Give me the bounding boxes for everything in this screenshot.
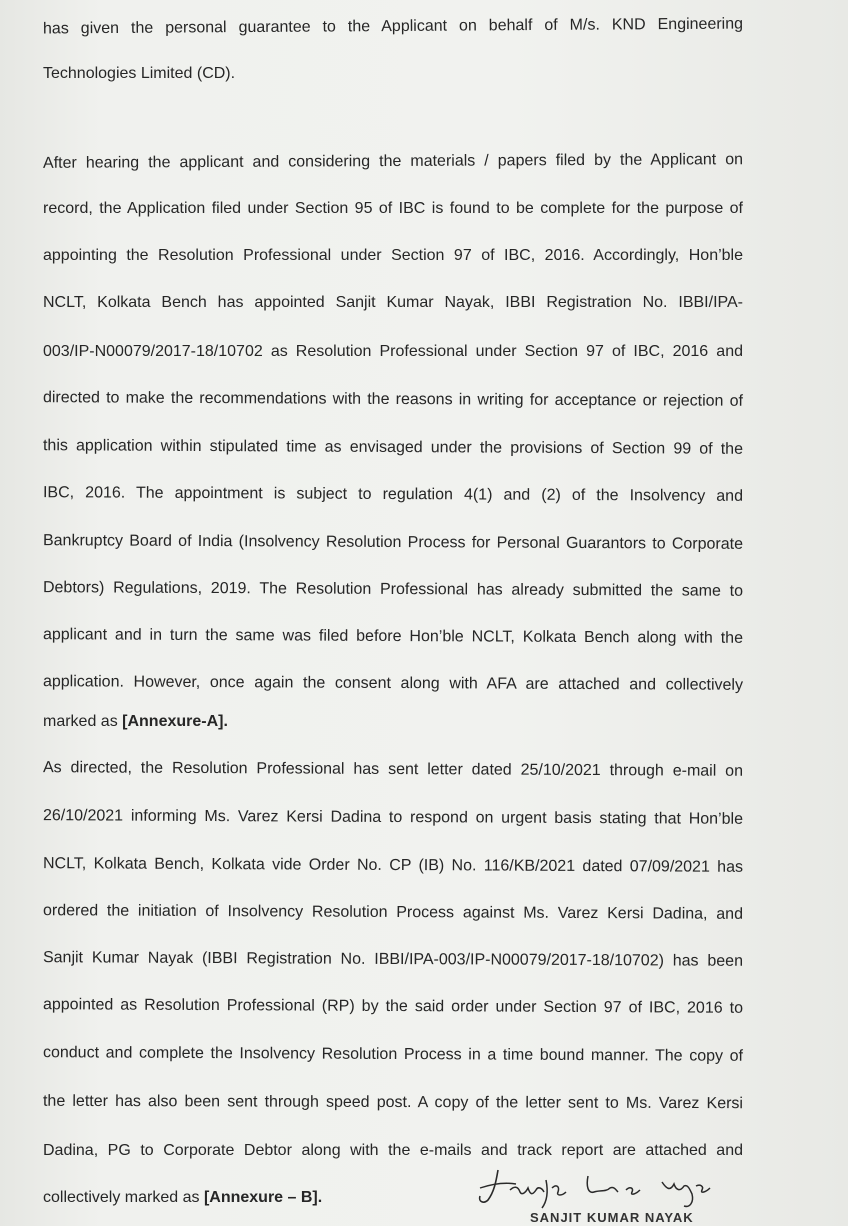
text-line: After hearing the applicant and considering the materials / papers filed by the Applicant on (42, 151, 744, 172)
text-line: Debtors) Regulations, 2019. The Resolution Professional has already submitted the same to (42, 579, 744, 600)
text-line: conduct and complete the Insolvency Resolution Process in a time bound manner. The copy of (42, 1044, 744, 1065)
text-line: application. However, once again the consent along with AFA are attached and collectively (42, 673, 744, 694)
text-segment: collectively marked as (43, 1189, 204, 1206)
text-segment: marked as (43, 713, 123, 730)
text-line: record, the Application filed under Section 95 of IBC is found to be complete for the purpose of (43, 200, 743, 217)
text-segment: . (317, 1189, 323, 1206)
text-line: Bankruptcy Board of India (Insolvency Resolution Process for Personal Guarantors to Corporate (42, 532, 744, 553)
text-line: appointed as Resolution Professional (RP) by the said order under Section 97 of IBC, 2016 to (42, 996, 744, 1017)
annexure-a-reference: [Annexure-A] (122, 713, 224, 730)
text-line: NCLT, Kolkata Bench has appointed Sanjit Kumar Nayak, IBBI Registration No. IBBI/IPA- (43, 294, 743, 311)
annexure-b-reference: [Annexure – B] (203, 1189, 318, 1206)
text-line: Technologies Limited (CD). (43, 65, 236, 82)
text-line: 26/10/2021 informing Ms. Varez Kersi Dadina to respond on urgent basis stating that Hon’ble (42, 807, 744, 828)
signatory-name: SANJIT KUMAR NAYAK (530, 1210, 694, 1225)
text-line: applicant and in turn the same was filed before Hon’ble NCLT, Kolkata Bench along with the (42, 626, 744, 647)
text-line: ordered the initiation of Insolvency Resolution Process against Ms. Varez Kersi Dadina, and (42, 902, 744, 923)
text-line: directed to make the recommendations with the reasons in writing for acceptance or rejection of (42, 389, 744, 410)
text-segment: . (223, 713, 228, 730)
text-line: appointing the Resolution Professional under Section 97 of IBC, 2016. Accordingly, Hon’ble (43, 247, 743, 264)
text-line (43, 712, 743, 732)
text-line: As directed, the Resolution Professional has sent letter dated 25/10/2021 through e-mail on (42, 759, 744, 780)
text-line (43, 1188, 473, 1208)
text-line: Dadina, PG to Corporate Debtor along with the e-mails and track report are attached and (43, 1142, 743, 1159)
text-line: Sanjit Kumar Nayak (IBBI Registration No. IBBI/IPA-003/IP-N00079/2017-18/10702) has been (42, 949, 744, 970)
text-line: has given the personal guarantee to the Applicant on behalf of M/s. KND Engineering (42, 15, 744, 38)
handwritten-signature (470, 1162, 730, 1212)
text-line: IBC, 2016. The appointment is subject to regulation 4(1) and (2) of the Insolvency and (42, 484, 744, 505)
text-line: this application within stipulated time as envisaged under the provisions of Section 99 of the (42, 437, 744, 458)
text-line: the letter has also been sent through speed post. A copy of the letter sent to Ms. Varez Kersi (42, 1092, 744, 1113)
text-line: 003/IP-N00079/2017-18/10702 as Resolution Professional under Section 97 of IBC, 2016 and (43, 343, 743, 360)
text-line: NCLT, Kolkata Bench, Kolkata vide Order No. CP (IB) No. 116/KB/2021 dated 07/09/2021 has (42, 855, 744, 876)
